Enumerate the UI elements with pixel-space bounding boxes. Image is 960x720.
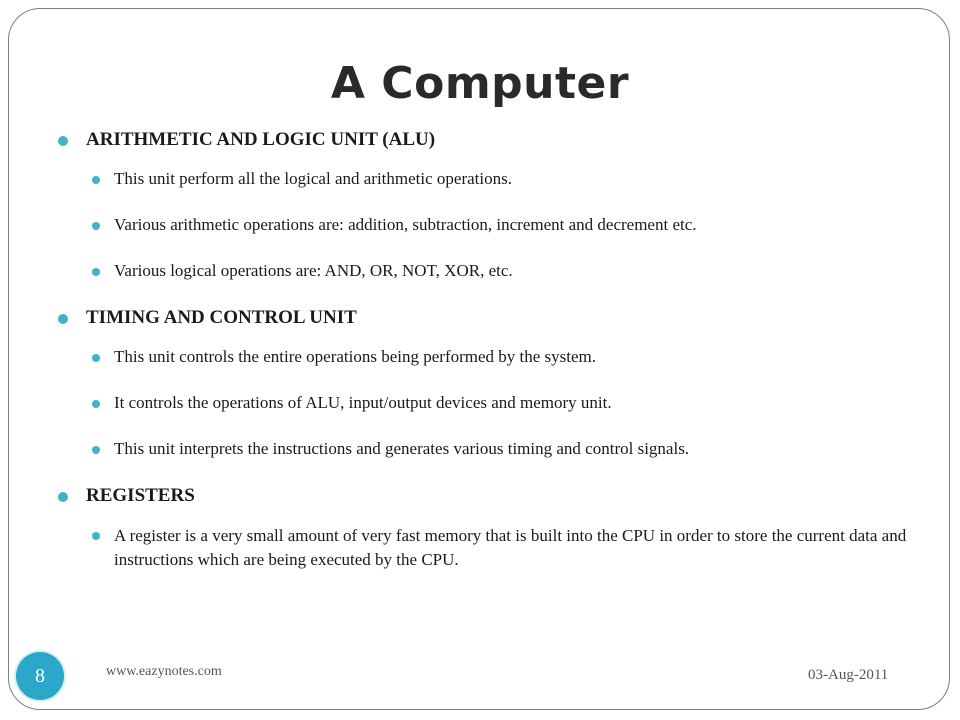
list-item — [90, 168, 916, 190]
slide-content — [56, 128, 916, 572]
list-item — [90, 392, 916, 414]
bullet-dot-icon — [92, 446, 100, 454]
section-heading — [56, 128, 916, 152]
list-item-text: This unit interprets the instructions and generates various timing and control signals. — [114, 439, 690, 458]
bullet-dot-icon — [92, 222, 100, 230]
bullet-dot-icon — [92, 268, 100, 276]
list-item-text: Various logical operations are: AND, OR, NOT, XOR, etc. — [114, 261, 513, 280]
section-alu — [56, 128, 916, 282]
list-item-text: This unit perform all the logical and arithmetic operations. — [114, 169, 512, 188]
section-heading-text: TIMING AND CONTROL UNIT — [86, 307, 357, 328]
footer-date: 03-Aug-2011 — [808, 667, 889, 683]
list-item — [90, 260, 916, 282]
sub-list — [56, 168, 916, 282]
list-item-text: A register is a very small amount of very fast memory that is built into the CPU in order to store the current data and instructions which are being executed by the CPU. — [114, 526, 907, 569]
section-heading-text: ARITHMETIC AND LOGIC UNIT (ALU) — [86, 129, 436, 150]
bullet-dot-icon — [58, 136, 68, 146]
section-heading-text: REGISTERS — [86, 485, 195, 506]
sub-list — [56, 346, 916, 460]
section-heading — [56, 484, 916, 508]
list-item — [90, 524, 916, 572]
section-heading — [56, 306, 916, 330]
bullet-dot-icon — [92, 354, 100, 362]
list-item — [90, 438, 916, 460]
bullet-dot-icon — [58, 492, 68, 502]
bullet-dot-icon — [58, 314, 68, 324]
list-item-text: It controls the operations of ALU, input/output devices and memory unit. — [114, 393, 612, 412]
list-item-text: This unit controls the entire operations being performed by the system. — [114, 347, 597, 366]
list-item — [90, 214, 916, 236]
bullet-dot-icon — [92, 532, 100, 540]
sub-list — [56, 524, 916, 572]
bullet-dot-icon — [92, 400, 100, 408]
section-list — [56, 128, 916, 572]
page-number-badge: 8 — [16, 652, 64, 700]
footer-url: www.eazynotes.com — [106, 664, 222, 679]
bullet-dot-icon — [92, 176, 100, 184]
slide-title: A Computer — [330, 58, 630, 109]
list-item — [90, 346, 916, 368]
section-registers — [56, 484, 916, 572]
section-timing-control — [56, 306, 916, 460]
list-item-text: Various arithmetic operations are: addition, subtraction, increment and decrement etc. — [114, 215, 697, 234]
